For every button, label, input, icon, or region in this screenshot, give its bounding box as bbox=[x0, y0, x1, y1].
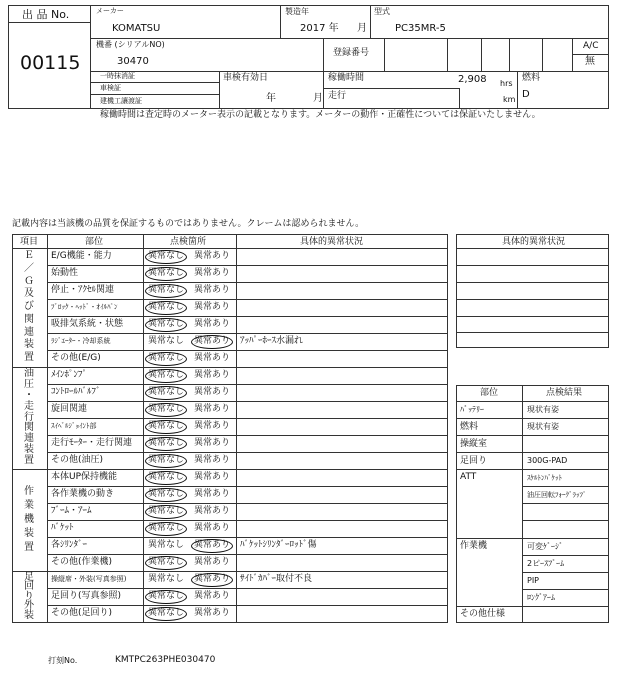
option-normal: 異常なし bbox=[148, 336, 185, 346]
expiry-label: 車検有効日 bbox=[223, 73, 269, 83]
expiry-month-unit: 月 bbox=[313, 93, 323, 104]
model-value: PC35MR-5 bbox=[395, 23, 446, 34]
work-item: ﾛﾝｸﾞｱｰﾑ bbox=[527, 593, 555, 602]
category-char: 油 bbox=[24, 368, 34, 379]
option-normal: 異常なし bbox=[148, 285, 185, 295]
option-abnormal: 異常あり bbox=[194, 404, 231, 414]
att-label: ATT bbox=[460, 472, 477, 482]
option-normal: 異常なし bbox=[148, 404, 185, 414]
selected-circle bbox=[145, 437, 187, 451]
option-abnormal: 異常あり bbox=[194, 506, 231, 516]
option-normal: 異常なし bbox=[148, 506, 185, 516]
category-char: Ｇ bbox=[24, 275, 34, 287]
col-header-detail: 具体的異常状況 bbox=[300, 237, 364, 247]
row-detail: ﾊﾞｹｯﾄｼﾘﾝﾀﾞｰﾛｯﾄﾞ傷 bbox=[240, 540, 317, 550]
shuppin-number: 00115 bbox=[20, 52, 81, 74]
category-char: 外 bbox=[24, 600, 34, 612]
serial-value: 30470 bbox=[117, 56, 149, 67]
row-part: 各ｼﾘﾝﾀﾞｰ bbox=[51, 540, 88, 550]
category-char: 走 bbox=[24, 400, 34, 412]
option-abnormal: 異常あり bbox=[194, 387, 231, 397]
res-result-fuel: 現状有姿 bbox=[527, 422, 559, 431]
selected-circle bbox=[145, 318, 187, 332]
option-abnormal: 異常あり bbox=[194, 489, 231, 499]
row-part: 本体UP保持機能 bbox=[51, 472, 118, 482]
category-char: 行 bbox=[24, 411, 34, 423]
expiry-year-unit: 年 bbox=[266, 93, 276, 104]
selected-circle bbox=[145, 420, 187, 434]
work-item: 2ピｰｽﾌﾞｰﾑ bbox=[527, 559, 565, 568]
stamp-label: 打刻No. bbox=[48, 656, 78, 665]
side-detail-table bbox=[456, 234, 609, 348]
category-char: Ｅ bbox=[24, 250, 34, 261]
other-spec-label: その他仕様 bbox=[460, 609, 506, 619]
joto-label: 建機工讓渡証 bbox=[100, 97, 142, 105]
serial-label: 機番 (シリアルNO) bbox=[96, 40, 165, 49]
selected-circle bbox=[145, 488, 187, 502]
category-char: 業 bbox=[24, 500, 34, 511]
selected-circle bbox=[191, 335, 233, 349]
selected-circle bbox=[145, 522, 187, 536]
category-char: 回 bbox=[24, 581, 34, 593]
row-part: 各作業機の動き bbox=[51, 489, 115, 499]
row-part: その他(油圧) bbox=[51, 455, 104, 465]
option-abnormal: 異常あり bbox=[194, 438, 231, 448]
selected-circle bbox=[145, 301, 187, 315]
col-header-part: 部位 bbox=[85, 237, 104, 247]
selected-circle bbox=[145, 267, 187, 281]
att-item: ｽｹﾙﾄﾝﾊﾞｹｯﾄ bbox=[527, 474, 562, 482]
work-label: 作業機 bbox=[460, 541, 488, 551]
option-normal: 異常なし bbox=[148, 540, 185, 550]
row-part: ﾊﾞｹｯﾄ bbox=[51, 523, 74, 533]
selected-circle bbox=[145, 352, 187, 366]
option-abnormal: 異常あり bbox=[194, 251, 231, 261]
quality-disclaimer: 記載内容は当該機の品質を保証するものではありません。クレームは認められません。 bbox=[12, 219, 365, 229]
option-normal: 異常なし bbox=[148, 353, 185, 363]
maker-value: KOMATSU bbox=[112, 23, 161, 34]
side-result-table bbox=[456, 385, 609, 623]
option-abnormal: 異常あり bbox=[194, 268, 231, 278]
category-char: 置 bbox=[24, 542, 34, 553]
selected-circle bbox=[145, 403, 187, 417]
option-normal: 異常なし bbox=[148, 268, 185, 278]
option-normal: 異常なし bbox=[148, 251, 185, 261]
option-abnormal: 異常あり bbox=[194, 523, 231, 533]
category-char: 及 bbox=[24, 288, 34, 300]
mileage-label: 走行 bbox=[328, 91, 347, 101]
category-char: り bbox=[24, 590, 34, 602]
selected-circle bbox=[145, 607, 187, 621]
option-abnormal: 異常あり bbox=[194, 336, 231, 346]
option-abnormal: 異常あり bbox=[194, 540, 231, 550]
temp-reg-label: 一時抹消証 bbox=[100, 72, 135, 80]
category-char: 足 bbox=[24, 572, 34, 583]
option-abnormal: 異常あり bbox=[194, 319, 231, 329]
option-normal: 異常なし bbox=[148, 574, 185, 584]
option-normal: 異常なし bbox=[148, 557, 185, 567]
row-part: 足回り(写真参照) bbox=[51, 591, 122, 601]
side-detail-header: 具体的異常状況 bbox=[502, 237, 566, 247]
row-part: ﾌﾞﾛｯｸ・ﾍｯﾄﾞ・ｵｲﾙﾊﾟﾝ bbox=[51, 303, 118, 311]
res-header-part: 部位 bbox=[480, 388, 499, 398]
row-part: E/G機能・能力 bbox=[51, 251, 112, 261]
category-char: 連 bbox=[24, 433, 34, 445]
option-normal: 異常なし bbox=[148, 523, 185, 533]
year-label: 製造年 bbox=[285, 7, 309, 16]
option-normal: 異常なし bbox=[148, 370, 185, 380]
row-part: その他(足回り) bbox=[51, 608, 113, 618]
hours-unit: hrs bbox=[500, 79, 513, 88]
year-value: 2017 年 bbox=[300, 23, 339, 34]
selected-circle bbox=[145, 386, 187, 400]
shuppin-label: 出 品 No. bbox=[22, 8, 70, 21]
hours-disclaimer: 稼働時間は査定時のメーター表示の記載となります。メーターの動作・正確性については保証いたしません。 bbox=[100, 110, 541, 120]
category-char: ・ bbox=[24, 389, 34, 401]
option-abnormal: 異常あり bbox=[194, 285, 231, 295]
option-normal: 異常なし bbox=[148, 387, 185, 397]
category-char: 置 bbox=[24, 352, 34, 364]
category-char: 連 bbox=[24, 326, 34, 338]
category-char: 置 bbox=[24, 455, 34, 467]
row-part: その他(E/G) bbox=[51, 353, 101, 363]
row-part: 停止・ｱｸｾﾙ関連 bbox=[51, 285, 115, 295]
row-detail: ｻｲﾄﾞｶﾊﾞｰ取付不良 bbox=[240, 574, 313, 584]
option-abnormal: 異常あり bbox=[194, 455, 231, 465]
option-abnormal: 異常あり bbox=[194, 472, 231, 482]
row-part: 吸排気系統・状態 bbox=[51, 319, 124, 329]
model-label: 型式 bbox=[374, 7, 390, 16]
row-part: ﾗｼﾞｴｰﾀｰ・冷却系統 bbox=[51, 337, 111, 345]
category-char: 装 bbox=[24, 609, 34, 621]
selected-circle bbox=[145, 250, 187, 264]
row-part: ﾌﾞｰﾑ・ｱｰﾑ bbox=[51, 506, 92, 516]
att-item: 油圧回転ﾌｫｰｸﾞﾗｯﾌﾟ bbox=[527, 491, 587, 499]
res-part-fuel: 燃料 bbox=[460, 422, 479, 432]
option-normal: 異常なし bbox=[148, 472, 185, 482]
km-unit: km bbox=[503, 95, 516, 104]
category-char: 圧 bbox=[24, 378, 34, 390]
option-abnormal: 異常あり bbox=[194, 608, 231, 618]
selected-circle bbox=[191, 539, 233, 553]
category-char: 装 bbox=[24, 339, 34, 351]
ac-value: 無 bbox=[585, 56, 595, 67]
option-normal: 異常なし bbox=[148, 438, 185, 448]
option-abnormal: 異常あり bbox=[194, 421, 231, 431]
option-abnormal: 異常あり bbox=[194, 574, 231, 584]
row-part: 走行ﾓｰﾀｰ・走行関連 bbox=[51, 438, 133, 448]
col-header-item: 項目 bbox=[20, 237, 39, 247]
res-result-battery: 現状有姿 bbox=[527, 405, 559, 414]
row-part: ｽｲﾍﾞﾙｼﾞｮｲﾝﾄ部 bbox=[51, 422, 97, 430]
col-header-check: 点検箇所 bbox=[170, 237, 207, 247]
option-abnormal: 異常あり bbox=[194, 302, 231, 312]
row-part: 旋回関連 bbox=[51, 404, 88, 414]
res-header-result: 点検結果 bbox=[546, 388, 583, 398]
category-char: 装 bbox=[24, 444, 34, 456]
option-normal: 異常なし bbox=[148, 455, 185, 465]
row-part: 操縦席・外装(写真参照) bbox=[51, 575, 127, 583]
row-part: 始動性 bbox=[51, 268, 79, 278]
option-normal: 異常なし bbox=[148, 302, 185, 312]
res-part-cabin: 操縦室 bbox=[460, 439, 488, 449]
row-part: その他(作業機) bbox=[51, 557, 113, 567]
res-part-undercarriage: 足回り bbox=[460, 456, 488, 466]
category-char: 作 bbox=[24, 486, 34, 497]
selected-circle bbox=[145, 471, 187, 485]
option-normal: 異常なし bbox=[148, 319, 185, 329]
option-normal: 異常なし bbox=[148, 421, 185, 431]
reg-label: 登録番号 bbox=[333, 48, 370, 58]
work-item: 可変ｹﾞｰｼﾞ bbox=[527, 542, 563, 551]
row-part: ｺﾝﾄﾛｰﾙﾊﾞﾙﾌﾞ bbox=[51, 387, 101, 397]
row-detail: ｱｯﾊﾟｰﾎｰｽ水漏れ bbox=[240, 336, 304, 346]
selected-circle bbox=[191, 573, 233, 587]
option-normal: 異常なし bbox=[148, 591, 185, 601]
selected-circle bbox=[145, 505, 187, 519]
maker-label: メーカー bbox=[96, 7, 124, 15]
category-char: ／ bbox=[24, 262, 34, 274]
hours-value: 2,908 bbox=[458, 74, 487, 85]
res-result-undercarriage: 300G-PAD bbox=[527, 456, 568, 465]
option-abnormal: 異常あり bbox=[194, 557, 231, 567]
category-char: 機 bbox=[24, 514, 34, 525]
option-abnormal: 異常あり bbox=[194, 370, 231, 380]
option-normal: 異常なし bbox=[148, 608, 185, 618]
stamp-value: KMTPC263PHE030470 bbox=[115, 655, 216, 665]
shaken-label: 車検証 bbox=[100, 84, 121, 92]
month-suffix: 月 bbox=[357, 23, 367, 34]
selected-circle bbox=[145, 556, 187, 570]
selected-circle bbox=[145, 369, 187, 383]
category-char: 装 bbox=[24, 528, 34, 539]
option-normal: 異常なし bbox=[148, 489, 185, 499]
selected-circle bbox=[145, 284, 187, 298]
selected-circle bbox=[145, 590, 187, 604]
fuel-label: 燃料 bbox=[522, 73, 541, 83]
category-char: び bbox=[24, 301, 34, 313]
category-char: 関 bbox=[24, 422, 34, 434]
option-abnormal: 異常あり bbox=[194, 353, 231, 363]
ac-label: A/C bbox=[583, 41, 599, 51]
selected-circle bbox=[145, 454, 187, 468]
res-part-battery: ﾊﾞｯﾃﾘｰ bbox=[460, 405, 484, 414]
row-part: ﾒｲﾝﾎﾟﾝﾌﾟ bbox=[51, 370, 88, 380]
work-item: PIP bbox=[527, 576, 540, 585]
hours-label: 稼働時間 bbox=[328, 73, 365, 83]
option-abnormal: 異常あり bbox=[194, 591, 231, 601]
fuel-value: D bbox=[522, 89, 530, 100]
category-char: 関 bbox=[24, 313, 34, 325]
